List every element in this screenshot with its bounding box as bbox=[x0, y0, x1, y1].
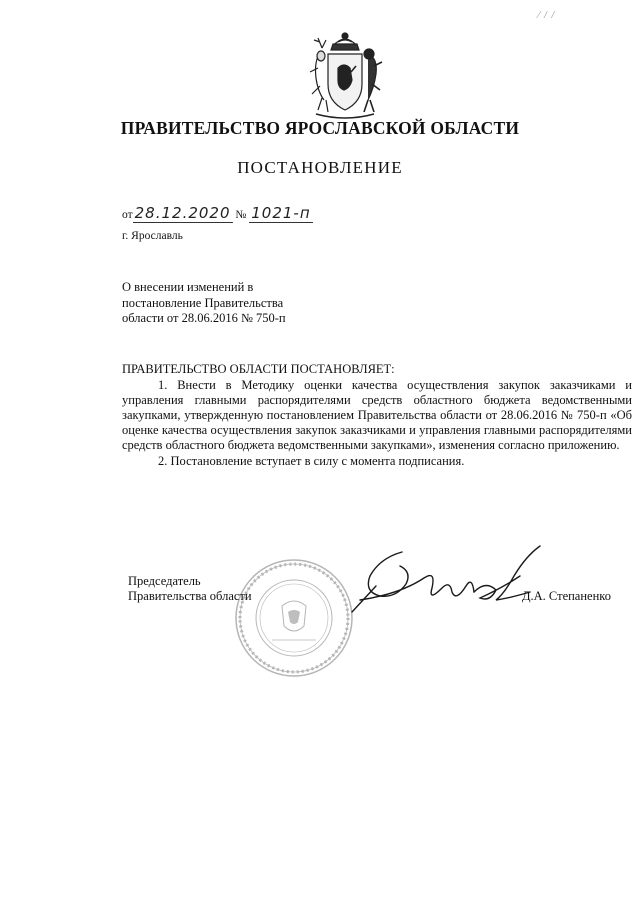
resolution-item-1: 1. Внести в Методику оценки качества осуществления закупок заказчиками и управления главными распорядителями средств областного бюджета ведомственными закупками, утвержденную постановлением Правительства области от 28.06.2016 № 750-п «Об оценке качества осуществления закупок заказчиками и управления главными распорядителями средств областного бюджета ведомственными закупками», изменения согласно приложению. bbox=[122, 378, 632, 452]
resolution-item-2: 2. Постановление вступает в силу с момента подписания. bbox=[158, 454, 465, 468]
date-number-line bbox=[122, 206, 313, 223]
handwritten-number: 1021-п bbox=[251, 204, 311, 222]
position-line: Председатель bbox=[128, 574, 201, 588]
signer-name: Д.А. Степаненко bbox=[522, 589, 611, 603]
city: г. Ярославль bbox=[122, 230, 183, 242]
coat-of-arms-icon bbox=[298, 28, 392, 124]
document-body bbox=[122, 362, 632, 469]
corner-handwritten-mark: ⁄ / / bbox=[538, 10, 556, 21]
document-subject bbox=[122, 280, 286, 327]
subject-line: О внесении изменений в bbox=[122, 280, 254, 294]
number-label: № bbox=[235, 209, 247, 221]
subject-line: постановление Правительства bbox=[122, 295, 284, 310]
from-label: от bbox=[122, 209, 133, 221]
resolves-heading: ПРАВИТЕЛЬСТВО ОБЛАСТИ ПОСТАНОВЛЯЕТ: bbox=[122, 362, 395, 376]
document-type: ПОСТАНОВЛЕНИЕ bbox=[237, 158, 403, 177]
government-title: ПРАВИТЕЛЬСТВО ЯРОСЛАВСКОЙ ОБЛАСТИ bbox=[120, 118, 520, 138]
handwritten-date: 28.12.2020 bbox=[134, 204, 231, 222]
signature-position bbox=[128, 574, 252, 604]
position-line: Правительства области bbox=[128, 589, 252, 603]
handwritten-signature-icon bbox=[340, 536, 550, 626]
subject-line: области от 28.06.2016 № 750-п bbox=[122, 311, 286, 325]
